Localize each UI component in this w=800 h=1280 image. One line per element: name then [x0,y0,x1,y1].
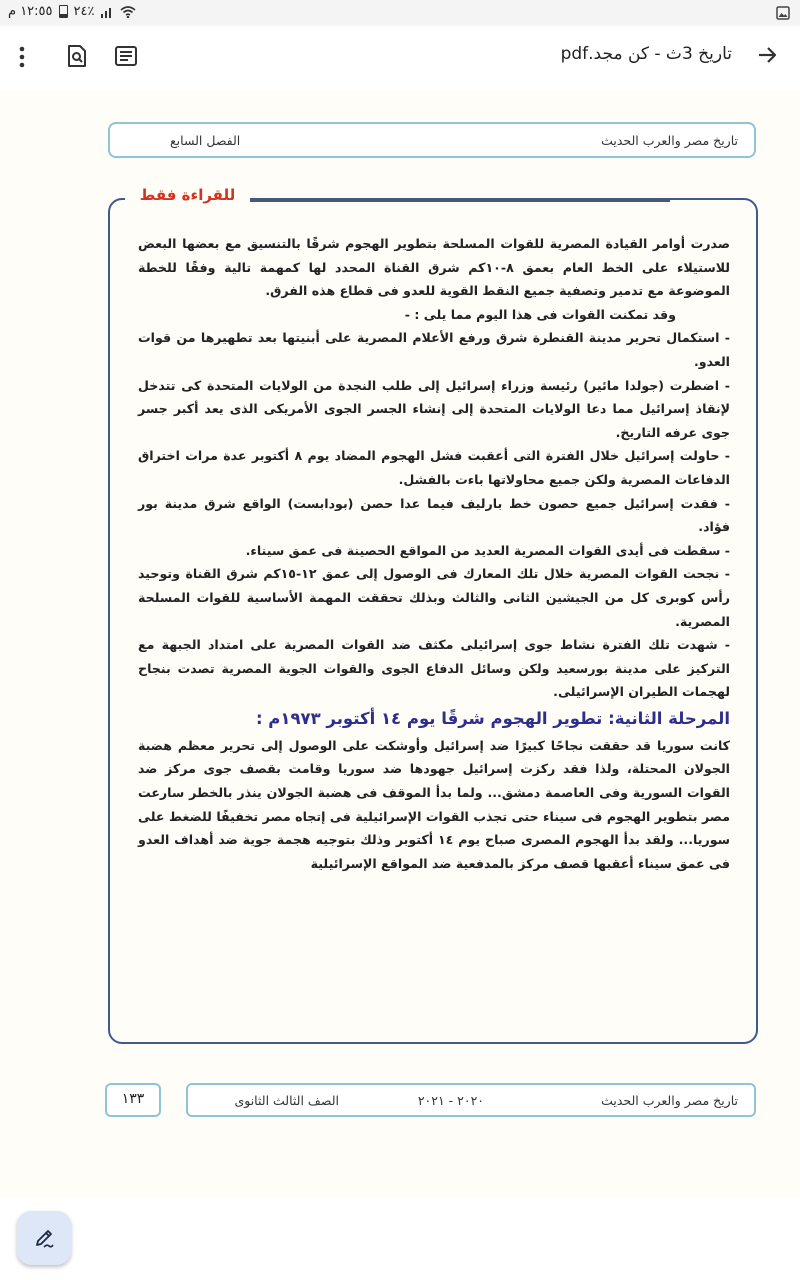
page-number: ١٣٣ [105,1083,161,1117]
pdf-viewer[interactable] [0,90,800,1198]
paragraph: كانت سوريا قد حققت نجاحًا كبيرًا ضد إسرائيل وأوشكت على الوصول إلى تحرير معظم هضبة الجولان المحتلة، ولذا فقد ركزت إسرائيل جهودها ضد سوريا وقامت بقصف جوى مركز ضد القوات السورية وفى العاصمة دمشق... ولما بدأ الموقف فى هضبة الجولان ينذر بالخطر سارعت مصر بتطوير الهجوم فى سيناء حتى تجذب القوات الإسرائيلية فى إتجاه مصر تخفيفًا للضغط على سوريا... ولقد بدأ الهجوم المصرى صباح يوم ١٤ أكتوبر وذلك بتوجيه هجمة جوية ضد أهداف العدو فى عمق سيناء أعقبها قصف مركز بالمدفعية ضد المواقع الإسرائيلية [138,737,730,871]
battery-icon [59,5,68,18]
page-header [108,122,756,158]
pen-icon [32,1226,56,1250]
wifi-icon [120,6,136,18]
search-document-icon[interactable] [66,44,88,72]
footer-year: ٢٠٢٠ - ٢٠٢١ [417,1093,484,1108]
reader-mode-icon[interactable] [114,44,138,72]
paragraph: - اضطرت (جولدا مائير) رئيسة وزراء إسرائيل إلى طلب النجدة من الولايات المتحدة كى تتدخل لإنقاذ إسرائيل مما دعا الولايات المتحدة إلى إنشاء الجسر الجوى الأمريكى الذى يعد أكبر جسر جوى عرفه التاريخ. [138,377,730,440]
status-left [8,4,136,19]
body-text [138,232,730,875]
paragraph: وقد تمكنت القوات فى هذا اليوم مما يلى : - [404,306,676,322]
battery-percent: ٢٤٪ [73,4,95,19]
paragraph: - استكمال تحرير مدينة القنطرة شرق ورفع الأعلام المصرية على أبنيتها بعد تطهيرها من قوات العدو. [138,330,730,369]
section-heading: المرحلة الثانية: تطوير الهجوم شرقًا يوم ١٤ أكتوبر ١٩٧٣م : [255,708,730,728]
footer-book-title: تاريخ مصر والعرب الحديث [601,1093,738,1108]
header-book-title: تاريخ مصر والعرب الحديث [601,133,738,148]
back-arrow-icon[interactable] [756,44,778,70]
signal-icon [100,6,114,18]
gallery-notification-icon [776,5,790,24]
bottom-area [0,1198,800,1280]
footer-grade: الصف الثالث الثانوى [234,1093,339,1108]
document-title: تاريخ 3ث - كن مجد.pdf [560,44,732,64]
paragraph: - حاولت إسرائيل خلال الفترة التى أعقبت فشل الهجوم المضاد يوم ٨ أكتوبر عدة مرات اختراق الدفاعات المصرية ولكن جميع محاولاتها باءت بالفشل. [138,448,731,487]
paragraph: - شهدت تلك الفترة نشاط جوى إسرائيلى مكثف ضد القوات المصرية على امتداد الجبهة مع التركيز على مدينة بورسعيد ولكن وسائل الدفاع الجوى والقوات الجوية المصرية تصدت بنجاح لهجمات الطيران الإسرائيلى. [138,637,730,700]
status-bar [0,0,800,26]
paragraph: - نجحت القوات المصرية خلال تلك المعارك فى الوصول إلى عمق ١٢-١٥كم شرق القناة وتوحيد رأس كوبرى كل من الجيشين الثانى والثالث وبذلك تحققت المهمة الأساسية للقوات المسلحة المصرية. [138,566,730,629]
annotate-button[interactable] [17,1211,71,1265]
app-bar [0,26,800,90]
paragraph: - فقدت إسرائيل جميع حصون خط بارليف فيما عدا حصن (بودابست) الواقع شرق مدينة بور فؤاد. [138,495,730,535]
pdf-page [0,90,800,1198]
status-time: ١٢:٥٥ م [8,4,53,19]
divider [250,200,670,202]
read-only-label: للقراءة فقط [125,186,250,204]
header-chapter: الفصل السابع [170,133,241,148]
page-footer [186,1083,756,1117]
paragraph: صدرت أوامر القيادة المصرية للقوات المسلحة بتطوير الهجوم شرقًا بالتنسيق مع بعضها البعض للاستيلاء على الخط العام بعمق ٨-١٠كم شرق القناة المحدد لها كمهمة تالية وفقًا للخطة الموضوعة مع تدمير وتصفية جميع النقط القوية للعدو فى قطاع هذه الفرق. [138,236,730,299]
more-options-icon[interactable] [18,45,26,73]
paragraph: - سقطت فى أيدى القوات المصرية العديد من المواقع الحصينة فى عمق سيناء. [245,542,730,558]
